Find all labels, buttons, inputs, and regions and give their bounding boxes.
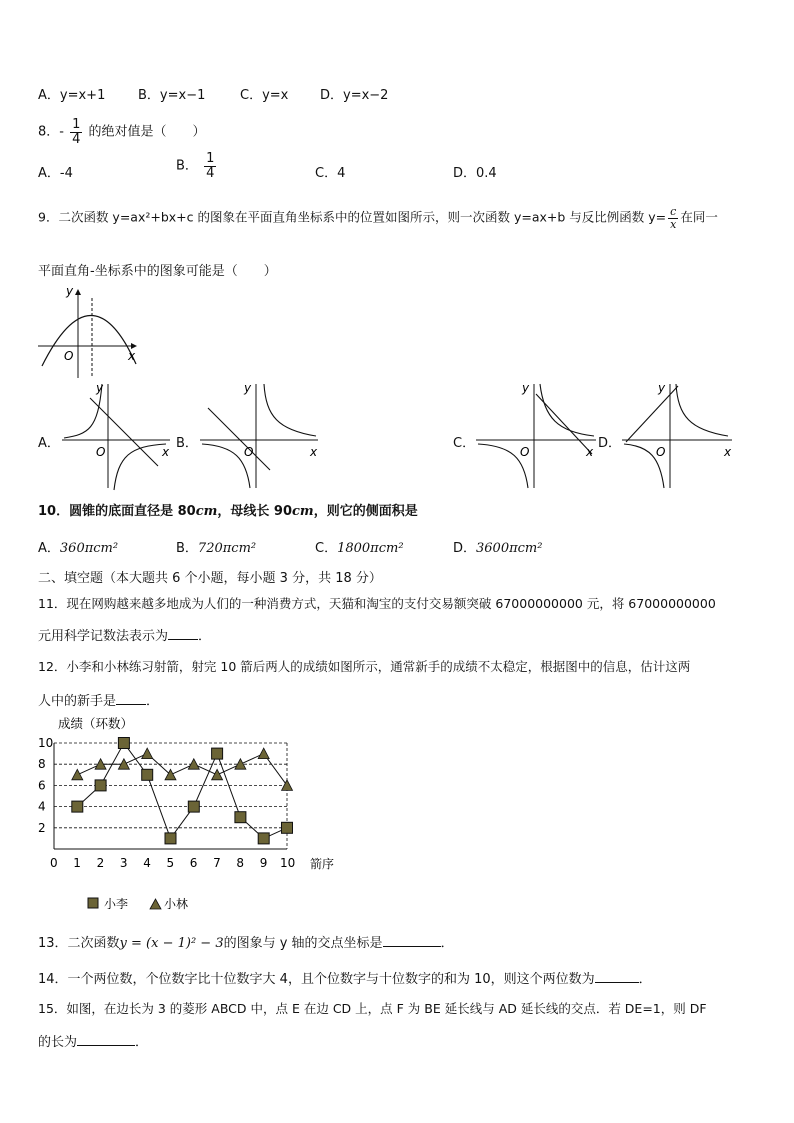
y-tick-label: 6 [38, 778, 46, 793]
q12-line1: 12．小李和小林练习射箭，射完 10 箭后两人的成绩如图所示，通常新手的成绩不太稳定，根据图中的信息，估计这两 [38, 659, 691, 674]
point-square [258, 833, 269, 844]
x-tick-label: 4 [143, 856, 151, 870]
x-tick-label: 6 [189, 856, 198, 870]
q9-option-a-graph [60, 382, 172, 492]
answer-blank[interactable] [595, 982, 639, 983]
x-tick-label: 10 [280, 856, 296, 870]
x-tick-label: 5 [166, 856, 175, 870]
svg-text:y: y [244, 382, 252, 395]
x-tick-label: 9 [259, 856, 268, 870]
q9-option-c-label: C． [453, 436, 476, 451]
q13-formula: y = (x − 1)² − 3 [119, 936, 224, 951]
svg-text:O: O [656, 445, 666, 459]
svg-text:O: O [96, 445, 106, 459]
point-square [235, 812, 246, 823]
point-square [142, 769, 153, 780]
q15-line1: 15．如图，在边长为 3 的菱形 ABCD 中，点 E 在边 CD 上，点 F 为 BE 延长线与 AD 延长线的交点．若 DE=1，则 DF [38, 1001, 707, 1016]
parabola-curve [42, 315, 136, 366]
q11-line2: 元用科学记数法表示为 ． [38, 629, 212, 644]
q12-line2: 人中的新手是 ． [38, 694, 160, 709]
q8-option-c: C．4 [315, 166, 346, 181]
svg-text:y: y [522, 382, 530, 395]
q9-parabola-figure [36, 286, 140, 382]
legend-marker-triangle [150, 899, 161, 909]
legend-label-xiaolin: 小林 [164, 897, 189, 911]
answer-blank[interactable] [168, 639, 198, 640]
x-tick-label: 0 [50, 856, 58, 870]
svg-text:O: O [244, 445, 254, 459]
svg-text:x: x [162, 445, 170, 459]
q9-option-c-graph [474, 382, 598, 492]
q9-option-d-graph [620, 382, 734, 492]
q9-option-b-graph [198, 382, 320, 492]
q9-stem-line2: 平面直角-坐标系中的图象可能是（ ） [38, 264, 277, 279]
svg-text:x: x [310, 445, 318, 459]
point-square [212, 748, 223, 759]
q7-option-a: A．y=x+1 [38, 88, 106, 103]
section-heading: 二、填空题（本大题共 6 个小题，每小题 3 分，共 18 分） [38, 571, 382, 586]
q14-stem: 14．一个两位数，个位数字比十位数字大 4，且个位数字与十位数字的和为 10，则这个两位数为 ． [38, 972, 652, 987]
x-label: x [128, 349, 136, 363]
q9-stem-line1: 9．二次函数 y=ax²+bx+c 的图象在平面直角坐标系中的位置如图所示，则一次函数 y=ax+b 与反比例函数 y= $\frac{c}{x}$ 在同一 [38, 205, 718, 231]
origin-label: O [64, 349, 74, 363]
point-square [188, 801, 199, 812]
q8-option-a: A．-4 [38, 166, 73, 181]
chart-x-label: 箭序 [310, 857, 335, 871]
q15-line2: 的长为 ． [38, 1035, 149, 1050]
q9-option-b-label: B． [176, 436, 198, 451]
y-label: y [66, 286, 74, 298]
q13-stem: 13．二次函数y = (x − 1)² − 3的图象与 y 轴的交点坐标是 ． [38, 936, 454, 951]
answer-blank[interactable] [77, 1045, 135, 1046]
q7-option-d: D．y=x−2 [320, 88, 389, 103]
chart-legend [88, 896, 188, 911]
q10-option-c: C．1800πcm² [315, 541, 404, 556]
q7-option-b: B．y=x−1 [138, 88, 206, 103]
x-tick-label: 7 [213, 856, 221, 870]
y-tick-label: 4 [38, 799, 46, 814]
q9-option-a-label: A． [38, 436, 60, 451]
point-triangle [282, 780, 293, 791]
q8-option-d: D．0.4 [453, 166, 497, 181]
x-tick-label: 3 [119, 856, 128, 870]
point-square [118, 738, 129, 749]
score-chart [30, 712, 360, 920]
point-triangle [212, 769, 223, 780]
svg-text:x: x [586, 445, 594, 459]
q10-option-b: B．720πcm² [176, 541, 257, 556]
y-tick-label: 2 [38, 820, 46, 835]
q8-fraction: $\frac{1}{4}$ [72, 117, 81, 147]
y-tick-label: 8 [38, 757, 46, 772]
legend-label-xiaoli: 小李 [104, 897, 129, 911]
q11-line1: 11．现在网购越来越多地成为人们的一种消费方式，天猫和淘宝的支付交易额突破 67000000000 元，将 67000000000 [38, 596, 716, 611]
legend-marker-square [88, 898, 98, 908]
series-line-2 [77, 754, 287, 786]
svg-text:y: y [96, 382, 104, 395]
point-square [165, 833, 176, 844]
x-tick-label: 1 [73, 856, 81, 870]
point-triangle [258, 748, 269, 759]
x-tick-label: 2 [96, 856, 105, 870]
svg-text:y: y [658, 382, 666, 395]
q8-option-b: B． $\frac{1}{4}$ [176, 151, 215, 181]
answer-blank[interactable] [383, 946, 441, 947]
q8-stem: 8．- $\frac{1}{4}$ 的绝对值是（ ） [38, 117, 206, 147]
q9-option-d-label: D． [598, 436, 622, 451]
x-tick-label: 8 [236, 856, 245, 870]
chart-y-label: 成绩（环数） [58, 716, 134, 731]
y-tick-label: 10 [38, 736, 54, 750]
point-triangle [142, 748, 153, 759]
q10-option-a: A．360πcm² [38, 541, 119, 556]
q10-option-d: D．3600πcm² [453, 541, 543, 556]
svg-text:x: x [724, 445, 732, 459]
q10-stem: 10．圆锥的底面直径是 80cm，母线长 90cm，则它的侧面积是 [38, 504, 418, 519]
svg-text:O: O [520, 445, 530, 459]
point-square [95, 780, 106, 791]
point-triangle [72, 769, 83, 780]
point-square [72, 801, 83, 812]
q7-option-c: C．y=x [240, 88, 289, 103]
point-square [282, 822, 293, 833]
answer-blank[interactable] [116, 704, 146, 705]
